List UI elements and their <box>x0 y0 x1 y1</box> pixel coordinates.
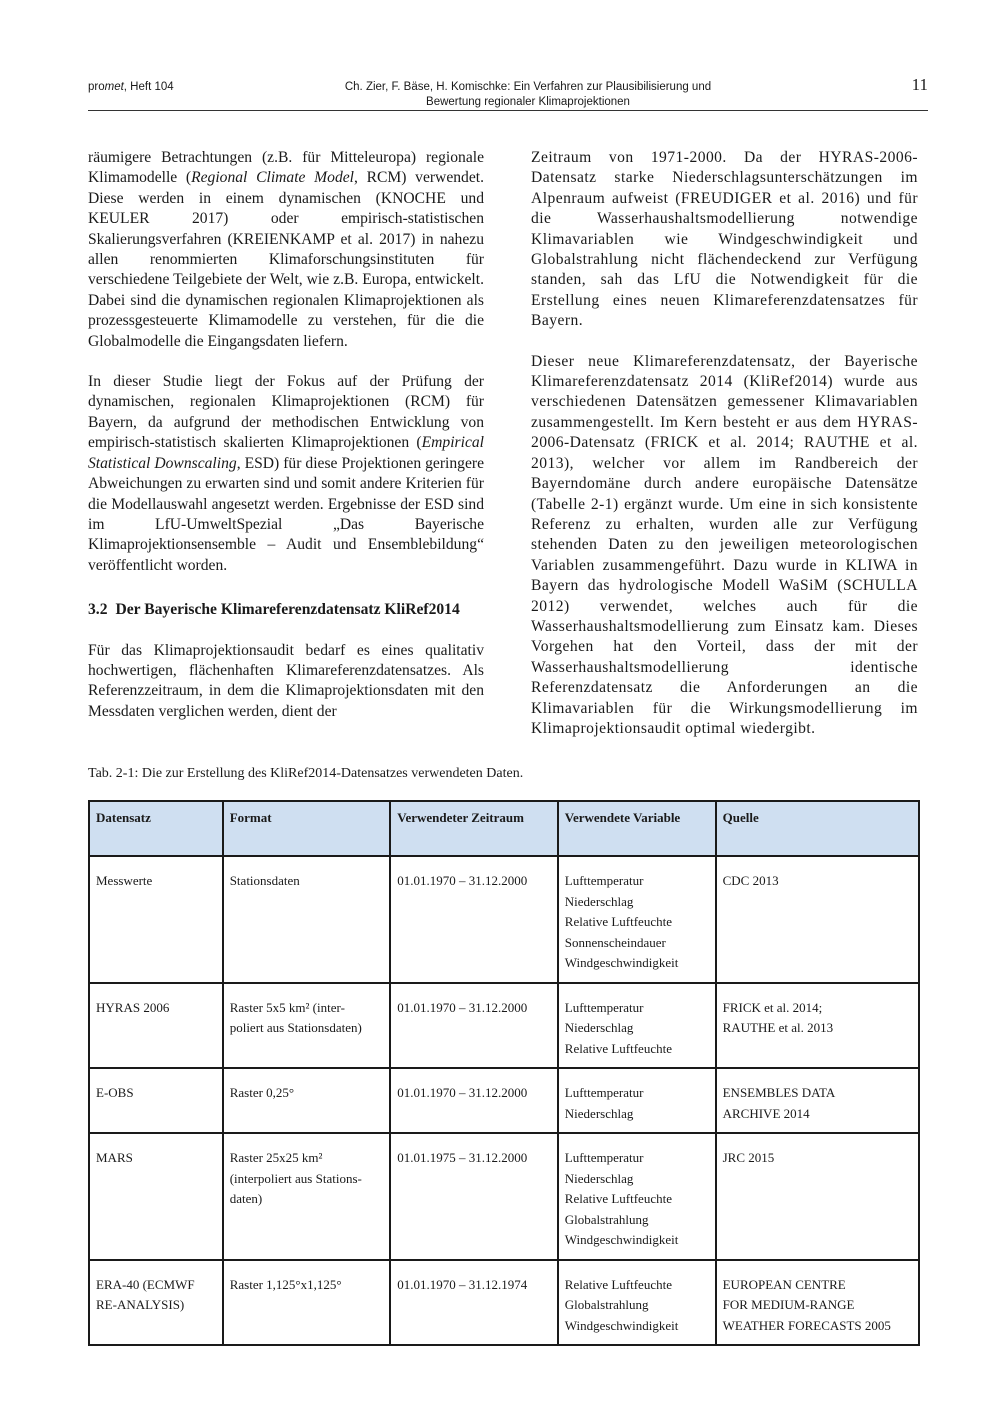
table-cell-variables <box>558 1260 716 1346</box>
cell-line: ENSEMBLES DATA <box>722 1085 836 1100</box>
section-heading <box>88 600 484 620</box>
table-cell-period <box>390 1068 558 1133</box>
cell-line: Messwerte <box>96 873 153 888</box>
page-number: 11 <box>911 75 928 94</box>
cell-line: 01.01.1970 – 31.12.2000 <box>397 999 528 1015</box>
cell-line: Relative Luftfeuchte <box>564 914 672 929</box>
cell-line: Stationsdaten <box>229 873 300 888</box>
cell-line: EUROPEAN CENTRE <box>722 1276 846 1292</box>
cell-line: ARCHIVE 2014 <box>722 1105 810 1121</box>
cell-line: Relative Luftfeuchte <box>564 1276 672 1292</box>
cell-line: Lufttemperatur <box>564 1150 644 1165</box>
left-paragraph-3: Für das Klimaprojektionsaudit bedarf es eines qualitativ hochwertigen, flächenhaften Klimareferenzdatensatzes. Als Referenzzeitraum, in dem die Klimaprojektionsdaten mit den Messdaten verglichen werden, dient der <box>88 641 484 720</box>
table-cell-format <box>223 1133 391 1260</box>
table-cell-source <box>716 1068 919 1133</box>
cell-line: Raster 5x5 km² (inter- <box>229 999 345 1015</box>
table-cell-format <box>223 1068 391 1133</box>
cell-line: JRC 2015 <box>722 1150 775 1165</box>
cell-line: ERA-40 (ECMWF <box>96 1276 195 1292</box>
column-header: Datensatz <box>89 801 223 856</box>
right-column <box>531 148 918 739</box>
cell-line: Relative Luftfeuchte <box>564 1040 672 1056</box>
cell-line: HYRAS 2006 <box>96 999 170 1015</box>
right-paragraph-1: Zeitraum von 1971-2000. Da der HYRAS-2006-Datensatz starke Niederschlagsunterschätzungen im Alpenraum aufweist (FREUDIGER et al. 2016) und für die Wasserhaushaltsmodellierung notwendige Klimavariablen wie Windgeschwindigkeit und Globalstrahlung nicht flächendeckend zur Verfügung standen, sah das LfU die Notwendigkeit für die Erstellung eines neuen Klimareferenzdatensatzes für Bayern. <box>531 149 918 330</box>
journal-name-prefix: pro <box>88 81 105 93</box>
table-cell-dataset <box>89 1133 223 1260</box>
cell-line: WEATHER FORECASTS 2005 <box>722 1317 891 1333</box>
text-run-italic: Regional Climate Model <box>191 169 354 187</box>
cell-line: Lufttemperatur <box>564 1085 644 1100</box>
table-cell-format <box>223 1260 391 1346</box>
text-run-italic: Empirical Statistical Downscaling <box>88 434 484 472</box>
journal-name-italic: met <box>104 81 124 93</box>
cell-line: Lufttemperatur <box>564 999 644 1015</box>
running-title-line-2: Bewertung regionaler Klimaprojektionen <box>426 96 630 108</box>
cell-line: Niederschlag <box>564 893 634 909</box>
section-title: Der Bayerische Klimareferenzdatensatz KliRef2014 <box>115 601 460 619</box>
table-cell-dataset <box>89 856 223 983</box>
cell-line: Globalstrahlung <box>564 1211 649 1227</box>
cell-line: Windgeschwindigkeit <box>564 1232 679 1247</box>
cell-line: Raster 1,125°x1,125° <box>229 1276 342 1292</box>
text-run: , RCM) verwendet. Diese werden in einem dynamischen (KNOCHE und KEULER 2017) oder empirisch-statistischen Skalierungsverfahren (KREIENKAMP et al. 2017) in nahezu allen renommierten Klimaforschungsinstituten für verschiedene Teilgebiete der Welt, wie z.B. Europa, entwickelt. Dabei sind die dynamischen regionalen Klimaprojektionen als prozessgesteuerte Klimamodelle zu verstehen, für die die Globalmodelle die Eingangsdaten liefern. <box>88 169 484 350</box>
cell-line: Lufttemperatur <box>564 873 644 888</box>
cell-line: CDC 2013 <box>722 873 779 888</box>
table-cell-source <box>716 1133 919 1260</box>
table-cell-variables <box>558 1133 716 1260</box>
cell-line: Globalstrahlung <box>564 1297 649 1312</box>
running-title-line-1: Ch. Zier, F. Bäse, H. Komischke: Ein Verfahren zur Plausibilisierung und <box>344 81 712 93</box>
table-row <box>89 1133 919 1260</box>
left-column <box>88 148 484 722</box>
cell-line: 01.01.1970 – 31.12.2000 <box>397 873 528 888</box>
table-row <box>89 1260 919 1346</box>
table-cell-period <box>390 856 558 983</box>
section-number: 3.2 <box>88 601 108 619</box>
cell-line: Sonnenscheindauer <box>564 934 666 950</box>
cell-line: MARS <box>96 1150 133 1165</box>
table-cell-period <box>390 1133 558 1260</box>
cell-line: RAUTHE et al. 2013 <box>722 1020 834 1035</box>
table-row <box>89 1068 919 1133</box>
cell-line: FOR MEDIUM-RANGE <box>722 1297 855 1312</box>
table-cell-variables <box>558 983 716 1069</box>
cell-line: E-OBS <box>96 1085 134 1100</box>
right-paragraph-2: Dieser neue Klimareferenzdatensatz, der Bayerische Klimareferenzdatensatz 2014 (KliRef2014) wurde aus verschiedenen Datensätzen gemessener Klimavariablen zusammengestellt. Im Kern besteht er aus dem HYRAS-2006-Datensatz (FRICK et al. 2014; RAUTHE et al. 2013), welcher vor allem im Randbereich der Bayerndomäne durch andere europäische Datensätze (Tabelle 2-1) ergänzt wurde. Um eine in sich konsistente Referenz zu erhalten, wurden alle zur Verfügung stehenden Daten zu den jeweiligen meteorologischen Variablen zusammengeführt. Dazu wurde in KLIWA in Bayern das hydrologische Modell WaSiM (SCHULLA 2012) verwendet, welches auch für die Wasserhaushaltsmodellierung zum Einsatz kam. Dieses Vorgehen hat den Vorteil, dass der mit der Wasserhaushaltsmodellierung identische Referenzdatensatz die Anforderungen an die Klimavariablen für die Wirkungsmodellierung im Klimaprojektionsaudit optimal wiedergibt. <box>531 352 918 737</box>
column-header: Quelle <box>716 801 919 856</box>
table-cell-dataset <box>89 1068 223 1133</box>
table-cell-source <box>716 856 919 983</box>
cell-line: Raster 0,25° <box>229 1085 295 1100</box>
table-cell-source <box>716 1260 919 1346</box>
cell-line: Niederschlag <box>564 1170 634 1186</box>
cell-line: 01.01.1975 – 31.12.2000 <box>397 1150 528 1165</box>
cell-line: Raster 25x25 km² <box>229 1150 323 1165</box>
table-cell-dataset <box>89 983 223 1069</box>
cell-line: poliert aus Stationsdaten) <box>229 1020 362 1035</box>
cell-line: RE-ANALYSIS) <box>96 1297 185 1312</box>
table-header-row <box>89 801 919 856</box>
table-row <box>89 856 919 983</box>
text-run: , ESD) für diese Projektionen geringere Abweichungen zu erwarten sind und somit andere Kriterien für die Modellauswahl angesetzt werden. Ergebnisse der ESD sind im LfU-UmweltSpezial „Das Bayerische Klimaprojektionsensemble – Audit und Ensemblebildung“ veröffentlicht worden. <box>88 454 485 574</box>
cell-line: Niederschlag <box>564 1020 634 1035</box>
page-header <box>88 76 928 108</box>
table-cell-period <box>390 983 558 1069</box>
cell-line: Windgeschwindigkeit <box>564 1317 679 1333</box>
table-cell-source <box>716 983 919 1069</box>
cell-line: FRICK et al. 2014; <box>722 999 823 1015</box>
table-cell-variables <box>558 856 716 983</box>
data-table <box>88 800 920 1346</box>
table-row <box>89 983 919 1069</box>
column-header: Verwendeter Zeitraum <box>390 801 558 856</box>
cell-line: 01.01.1970 – 31.12.2000 <box>397 1085 528 1100</box>
journal-issue-number: , Heft 104 <box>123 81 174 93</box>
header-rule <box>88 110 928 111</box>
cell-line: Windgeschwindigkeit <box>564 955 679 970</box>
table-cell-dataset <box>89 1260 223 1346</box>
left-paragraph-1 <box>88 148 484 352</box>
table-body <box>89 856 919 1345</box>
table-cell-format <box>223 856 391 983</box>
column-header: Verwendete Variable <box>558 801 716 856</box>
running-title <box>308 80 748 110</box>
cell-line: Niederschlag <box>564 1105 634 1121</box>
cell-line: daten) <box>229 1191 263 1206</box>
table-caption: Tab. 2-1: Die zur Erstellung des KliRef2014-Datensatzes verwendeten Daten. <box>88 766 524 781</box>
table-cell-format <box>223 983 391 1069</box>
table-cell-period <box>390 1260 558 1346</box>
left-paragraph-2 <box>88 372 484 576</box>
column-header: Format <box>223 801 391 856</box>
cell-line: 01.01.1970 – 31.12.1974 <box>397 1276 528 1292</box>
cell-line: Relative Luftfeuchte <box>564 1191 672 1206</box>
cell-line: (interpoliert aus Stations- <box>229 1170 362 1186</box>
journal-issue <box>88 80 174 95</box>
text-run: In dieser Studie liegt der Fokus auf der Prüfung der dynamischen, regionalen Klimaprojektionen (RCM) für Bayern, da aufgrund der methodischen Entwicklung von empirisch-statistisch skalierten Klimaprojektionen ( <box>88 373 484 452</box>
text-run: räumigere Betrachtungen (z.B. für Mitteleuropa) regionale Klimamodelle ( <box>88 149 484 187</box>
table-cell-variables <box>558 1068 716 1133</box>
